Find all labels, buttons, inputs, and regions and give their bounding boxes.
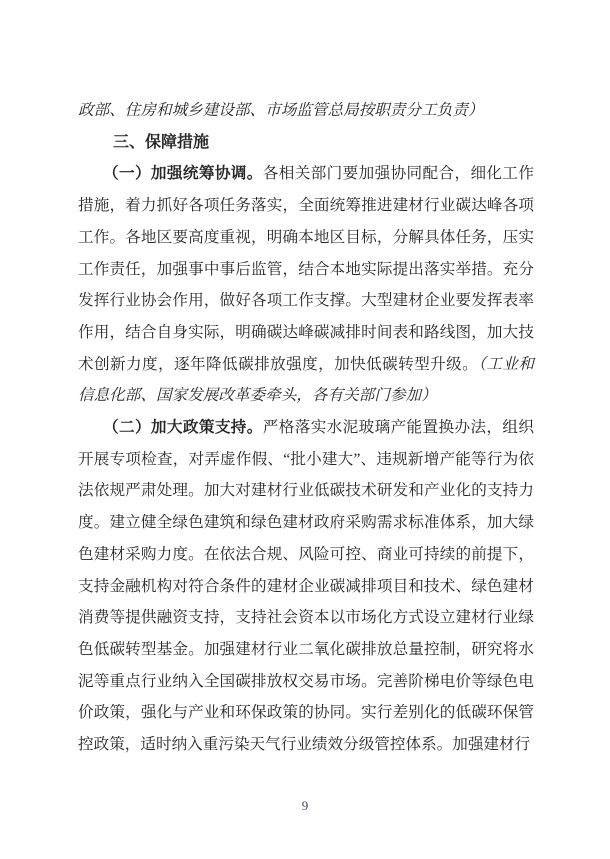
section-heading: 三、保障措施 bbox=[113, 133, 210, 151]
paragraph-coordination-text: 各相关部门要加强协同配合，细化工作措施，着力抓好各项任务落实，全面统筹推进建材行业碳达峰各项工作。各地区要高度重视，明确本地区目标，分解具体任务，压实工作责任，加强事中事后监管，结合本地实际提出落实举措。充分发挥行业协会作用，做好各项工作支撑。大型建材企业要发挥表率作用，结合自身实际，明确碳达峰碳减排时间表和路线图，加大技术创新力度，逐年降低碳排放强度，加快低碳转型升级。 bbox=[78, 165, 534, 373]
paragraph-policy-support-text: 严格落实水泥玻璃产能置换办法，组织开展专项检查，对弄虚作假、“批小建大”、违规新增产能等行为依法依规严肃处理。加大对建材行业低碳技术研发和产业化的支持力度。建立健全绿色建筑和绿色建材政府采购需求标准体系，加大绿色建材采购力度。在依法合规、风险可控、商业可持续的前提下，支持金融机构对符合条件的建材企业碳减排项目和技术、绿色建材消费等提供融资支持，支持社会资本以市场化方式设立建材行业绿色低碳转型基金。加强建材行业二氧化碳排放总量控制，研究将水泥等重点行业纳入全国碳排放权交易市场。完善阶梯电价等绿色电价政策，强化与产业和环保政策的协同。实行差别化的低碳环保管控政策，适时纳入重污染天气行业绩效分级管控体系。加强建材行 bbox=[78, 419, 534, 754]
paragraph-continuation: 政部、住房和城乡建设部、市场监管总局按职责分工负责） bbox=[78, 102, 484, 119]
paragraph-policy-support bbox=[78, 412, 534, 761]
paragraph-coordination-attribution: （工业和信息化部、国家发展改革委牵头，各有关部门参加） bbox=[78, 355, 534, 405]
paragraph-policy-support-lead: （二）加大政策支持。 bbox=[103, 419, 263, 437]
paragraph-coordination bbox=[78, 158, 534, 412]
page-number: 9 bbox=[301, 798, 309, 813]
paragraph-coordination-lead: （一）加强统筹协调。 bbox=[103, 165, 263, 183]
document-body bbox=[78, 95, 534, 761]
